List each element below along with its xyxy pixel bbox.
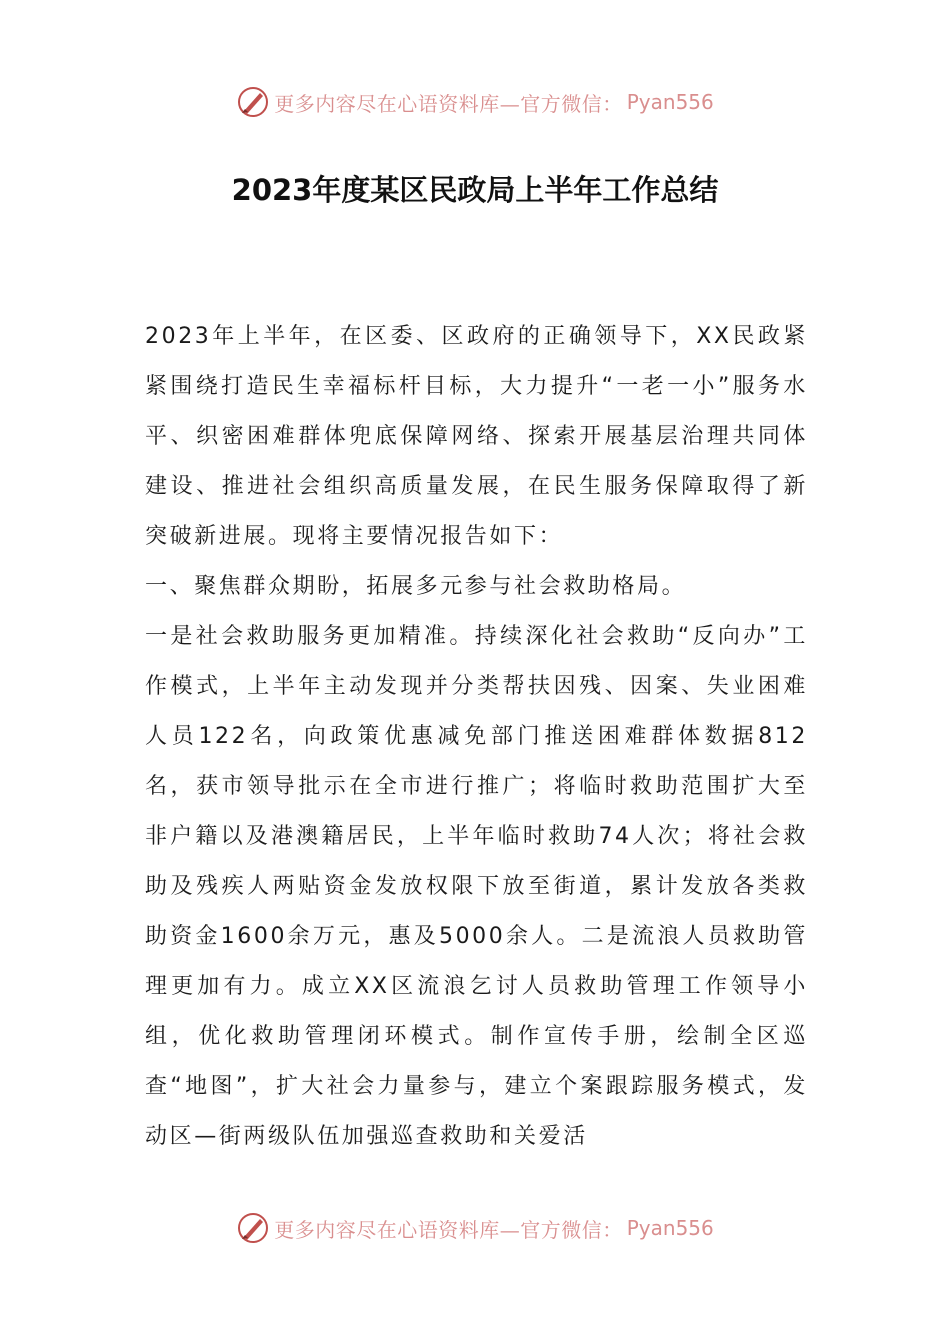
paragraph-intro: 2023年上半年，在区委、区政府的正确领导下，XX民政紧紧围绕打造民生幸福标杆目标，大力提升“一老一小”服务水平、织密困难群体兜底保障网络、探索开展基层治理共同体建设、推进社会组织高质量发展，在民生服务保障取得了新突破新进展。现将主要情况报告如下： (145, 324, 808, 549)
watermark-header (0, 82, 950, 122)
watermark-text: 更多内容尽在心语资料库—官方微信： (274, 91, 623, 116)
watermark-footer (0, 1208, 950, 1248)
paragraph-section-1: 一是社会救助服务更加精准。持续深化社会救助“反向办”工作模式，上半年主动发现并分类帮扶因残、因案、失业困难人员122名，向政策优惠减免部门推送困难群体数据812名，获市领导批示在全市进行推广；将临时救助范围扩大至非户籍以及港澳籍居民，上半年临时救助74人次；将社会救助及残疾人两贴资金发放权限下放至街道，累计发放各类救助资金1600余万元，惠及5000余人。二是流浪人员救助管理更加有力。成立XX区流浪乞讨人员救助管理工作领导小组，优化救助管理闭环模式。制作宣传手册，绘制全区巡查“地图”，扩大社会力量参与，建立个案跟踪服务模式，发动区—街两级队伍加强巡查救助和关爱活 (145, 624, 808, 1149)
watermark-text: 更多内容尽在心语资料库—官方微信： (274, 1217, 623, 1242)
section-heading-1: 一、聚焦群众期盼，拓展多元参与社会救助格局。 (145, 574, 687, 599)
watermark-wechat-id: Pyan556 (626, 1216, 714, 1240)
pen-in-circle-logo-icon (236, 1211, 270, 1245)
document-body (145, 312, 808, 1162)
document-title: 2023年度某区民政局上半年工作总结 (231, 173, 719, 207)
pen-in-circle-logo-icon (236, 85, 270, 119)
watermark-wechat-id: Pyan556 (626, 90, 714, 114)
